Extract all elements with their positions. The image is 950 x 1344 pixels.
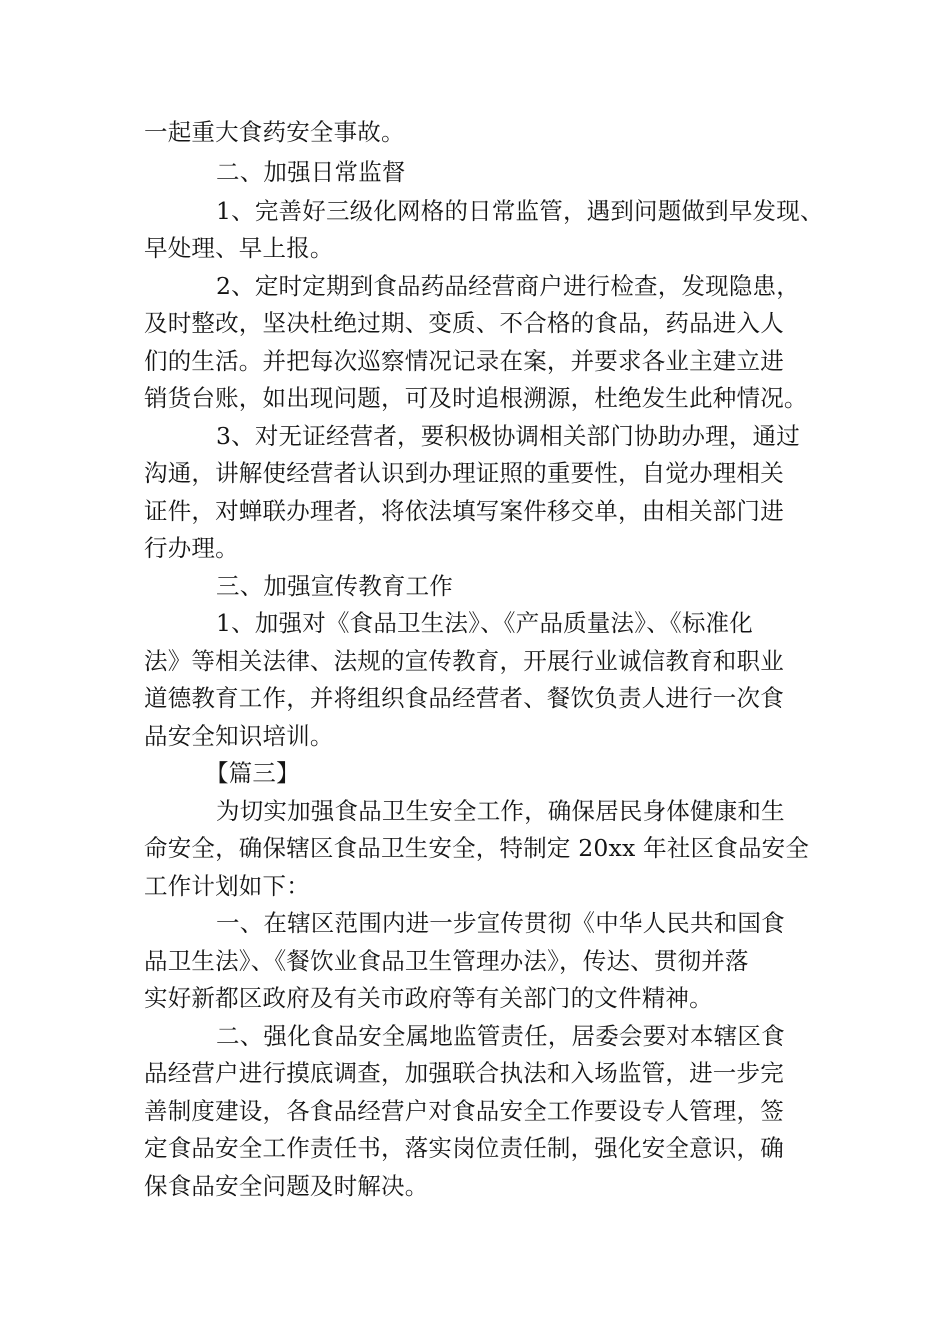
text-line: 品经营户进行摸底调查，加强联合执法和入场监管，进一步完 [144,1059,784,1087]
part-heading: 【篇三】 [205,759,300,787]
text-line: 2、定时定期到食品药品经营商户进行检查，发现隐患， [216,272,800,300]
text-line: 法》等相关法律、法规的宣传教育，开展行业诚信教育和职业 [144,647,784,675]
text-line: 品安全知识培训。 [144,722,334,750]
text-line: 及时整改，坚决杜绝过期、变质、不合格的食品，药品进入人 [144,309,784,337]
text-line: 为切实加强食品卫生安全工作，确保居民身体健康和生 [216,797,785,825]
text-line: 道德教育工作，并将组织食品经营者、餐饮负责人进行一次食 [144,684,784,712]
text-line: 工作计划如下： [144,872,310,900]
text-line: 沟通，讲解使经营者认识到办理证照的重要性，自觉办理相关 [144,459,784,487]
text-line: 二、强化食品安全属地监管责任，居委会要对本辖区食 [216,1022,785,1050]
text-line: 3、对无证经营者，要积极协调相关部门协助办理，通过 [216,422,800,450]
section-heading: 二、加强日常监督 [216,158,406,186]
text-line: 实好新都区政府及有关市政府等有关部门的文件精神。 [144,984,713,1012]
text-line: 销货台账，如出现问题，可及时追根溯源，杜绝发生此种情况。 [144,384,808,412]
text-line: 1、加强对《食品卫生法》、《产品质量法》、《标准化 [216,609,753,637]
text-line: 一起重大食药安全事故。 [144,118,405,146]
text-line: 们的生活。并把每次巡察情况记录在案，并要求各业主建立进 [144,347,784,375]
text-line: 行办理。 [144,534,239,562]
text-line: 证件，对蝉联办理者，将依法填写案件移交单，由相关部门进 [144,497,784,525]
section-heading: 三、加强宣传教育工作 [216,572,453,600]
text-line: 1、完善好三级化网格的日常监管，遇到问题做到早发现、 [216,197,824,225]
text-line: 保食品安全问题及时解决。 [144,1172,429,1200]
text-line: 命安全，确保辖区食品卫生安全，特制定 20xx 年社区食品安全 [144,834,810,862]
text-line: 善制度建设，各食品经营户对食品安全工作要设专人管理，签 [144,1097,784,1125]
text-line: 定食品安全工作责任书，落实岗位责任制，强化安全意识，确 [144,1134,784,1162]
text-line: 品卫生法》、《餐饮业食品卫生管理办法》，传达、贯彻并落 [144,947,749,975]
text-line: 一、在辖区范围内进一步宣传贯彻《中华人民共和国食 [216,909,785,937]
text-line: 早处理、早上报。 [144,234,334,262]
